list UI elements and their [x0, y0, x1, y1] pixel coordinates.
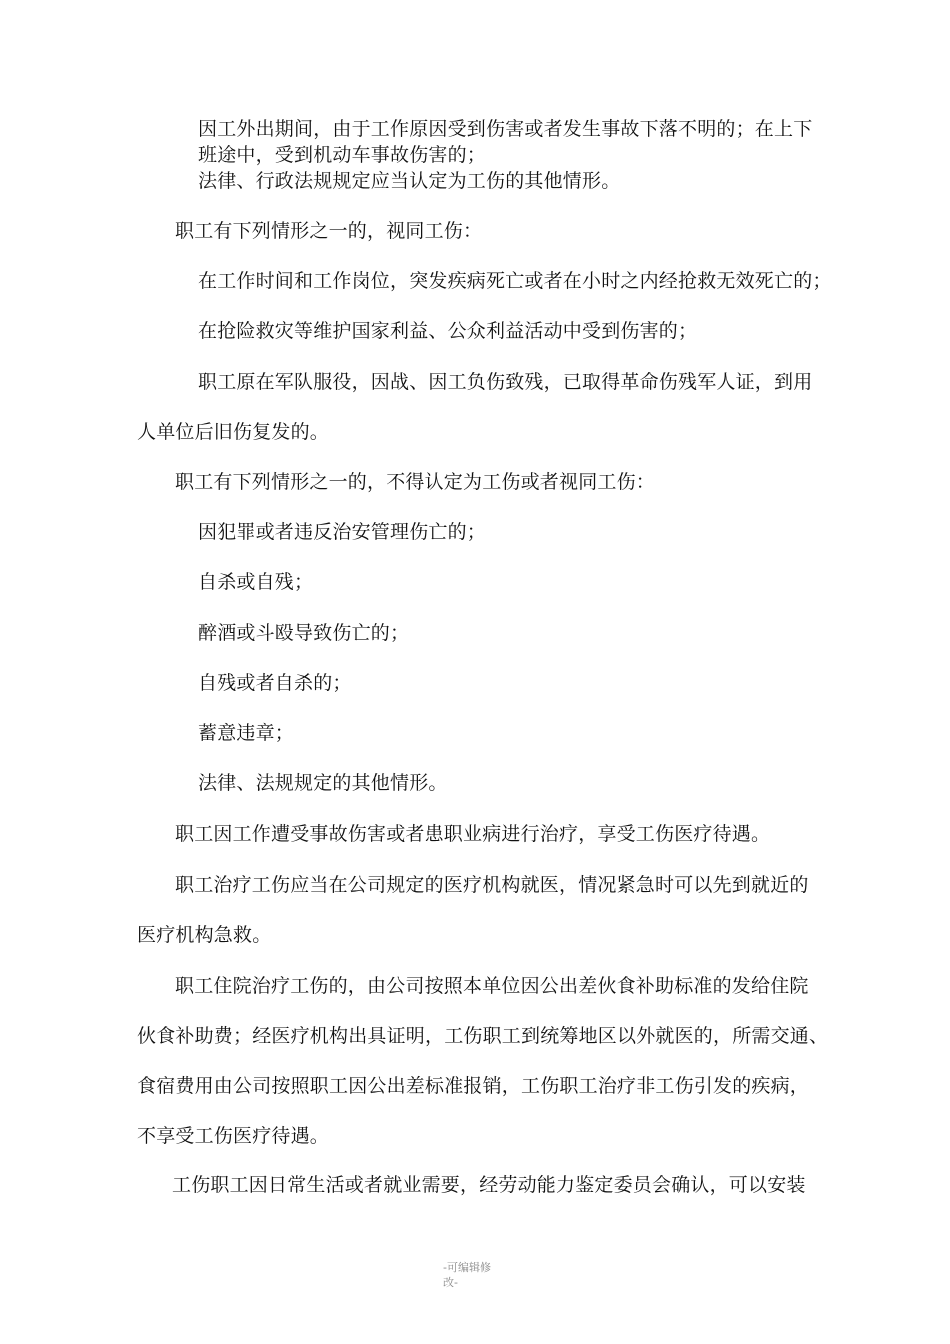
- text-line: 职工因工作遭受事故伤害或者患职业病进行治疗，享受工伤医疗待遇。: [175, 823, 771, 845]
- text-line: 食宿费用由公司按照职工因公出差标准报销，工伤职工治疗非工伤引发的疾病，: [137, 1075, 810, 1097]
- text-line: 职工有下列情形之一的，不得认定为工伤或者视同工伤：: [175, 471, 656, 493]
- text-line: 在工作时间和工作岗位，突发疾病死亡或者在小时之内经抢救无效死亡的；: [198, 270, 832, 292]
- text-line: 自杀或自残；: [198, 571, 314, 593]
- text-line: 因犯罪或者违反治安管理伤亡的；: [198, 521, 487, 543]
- text-line: 职工住院治疗工伤的，由公司按照本单位因公出差伙食补助标准的发给住院: [175, 975, 809, 997]
- text-line: 醉酒或斗殴导致伤亡的；: [198, 622, 410, 644]
- text-line: 职工有下列情形之一的，视同工伤：: [175, 220, 483, 242]
- text-line: 职工原在军队服役，因战、因工负伤致残，已取得革命伤残军人证，到用: [198, 371, 813, 393]
- text-line: 蓄意违章；: [198, 722, 295, 744]
- text-line: 不享受工伤医疗待遇。: [137, 1125, 330, 1147]
- text-line: 伙食补助费；经医疗机构出具证明，工伤职工到统筹地区以外就医的，所需交通、: [137, 1025, 829, 1047]
- text-line: 工伤职工因日常生活或者就业需要，经劳动能力鉴定委员会确认，可以安装: [172, 1174, 806, 1196]
- page-footer: -可编辑修改-: [443, 1261, 491, 1289]
- text-line: 因工外出期间，由于工作原因受到伤害或者发生事故下落不明的；在上下: [198, 118, 813, 140]
- text-line: 班途中，受到机动车事故伤害的；: [198, 144, 487, 166]
- text-line: 法律、行政法规规定应当认定为工伤的其他情形。: [198, 170, 621, 192]
- text-line: 自残或者自杀的；: [198, 672, 352, 694]
- text-line: 法律、法规规定的其他情形。: [198, 772, 448, 794]
- text-line: 职工治疗工伤应当在公司规定的医疗机构就医，情况紧急时可以先到就近的: [175, 874, 809, 896]
- text-line: 医疗机构急救。: [137, 924, 272, 946]
- text-line: 人单位后旧伤复发的。: [137, 421, 330, 443]
- text-line: 在抢险救灾等维护国家利益、公众利益活动中受到伤害的；: [198, 320, 698, 342]
